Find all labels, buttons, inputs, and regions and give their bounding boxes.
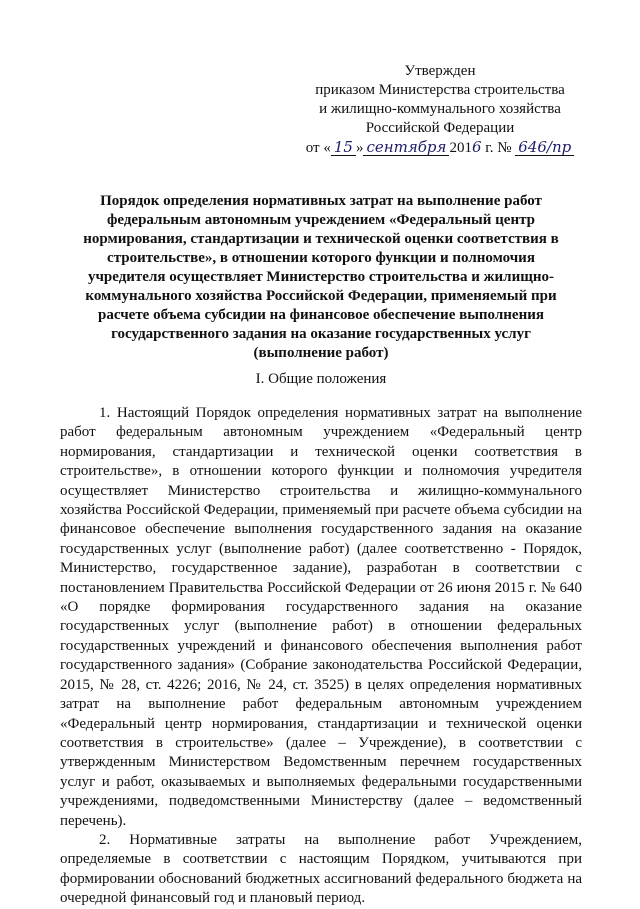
approval-country-line: Российской Федерации xyxy=(365,120,515,136)
paragraph-1: 1. Настоящий Порядок определения нормативных затрат на выполнение работ федеральным автономным учреждением «Федеральный центр нормирования, стандартизации и технической оценки соответствия в строительстве», в отношении которого функции и полномочия учредителя осуществляет Министерство строительства и жилищно-коммунального хозяйства Российской Федерации, применяемый при расчете объема субсидии на финансовое обеспечение выполнения государственного задания на оказание государственных услуг (выполнение работ) (далее соответственно - Порядок, Министерство, государственное задание), разработан в соответствии с постановлением Правительства Российской Федерации от 26 июня 2015 г. № 640 «О порядке формирования государственного задания на оказание государственных услуг (выполнение работ) в отношении федеральных государственных учреждений и финансового обеспечения выполнения работ государственного задания» (Собрание законодательства Российской Федерации, 2015, № 28, ст. 4226; 2016, № 24, ст. 3525) в целях определения нормативных затрат на выполнение работ федеральным автономным учреждением «Федеральный центр нормирования, стандартизации и технической оценки соответствия в строительстве» (далее – Учреждение), в соответствии с утвержденным Министерством Ведомственным перечнем государственных услуг и работ, оказываемых и выполняемых федеральными государственными учреждениями, подведомственными Министерству (далее – ведомственный перечень). xyxy=(60,405,582,829)
approval-date-line xyxy=(290,138,590,158)
year-prefix: 201 xyxy=(449,140,472,156)
approval-order-line: приказом Министерства строительства xyxy=(315,82,565,98)
date-day-close: » xyxy=(355,140,364,156)
document-body xyxy=(60,404,582,909)
document-title: Порядок определения нормативных затрат на выполнение работ федеральным автономным учреждением «Федеральный центр нормирования, стандартизации и технической оценки соответствия в строительстве», в отношении которого функции и полномочия учредителя осуществляет Министерство строительства и жилищно-коммунального хозяйства Российской Федерации, применяемый при расчете объема субсидии на финансовое обеспечение выполнения государственного задания на оказание государственных услуг (выполнение работ) xyxy=(83,193,559,361)
handwritten-order-number: 646/пр xyxy=(515,139,574,156)
handwritten-day: 15 xyxy=(331,139,356,156)
date-prefix: от « xyxy=(305,140,331,156)
year-and-number-label: г. № xyxy=(485,140,512,156)
handwritten-month: сентября xyxy=(363,139,449,156)
paragraph-2: 2. Нормативные затраты на выполнение работ Учреждением, определяемые в соответствии с настоящим Порядком, учитываются при формировании обоснований бюджетных ассигнований федерального бюджета на очередной финансовый год и плановый период. xyxy=(60,831,582,907)
approval-heading: Утвержден xyxy=(404,63,476,79)
approval-ministry-line: и жилищно-коммунального хозяйства xyxy=(319,101,561,117)
section-title: I. Общие положения xyxy=(255,371,387,387)
approval-block xyxy=(290,62,590,158)
handwritten-year-digit: 6 xyxy=(471,138,482,156)
